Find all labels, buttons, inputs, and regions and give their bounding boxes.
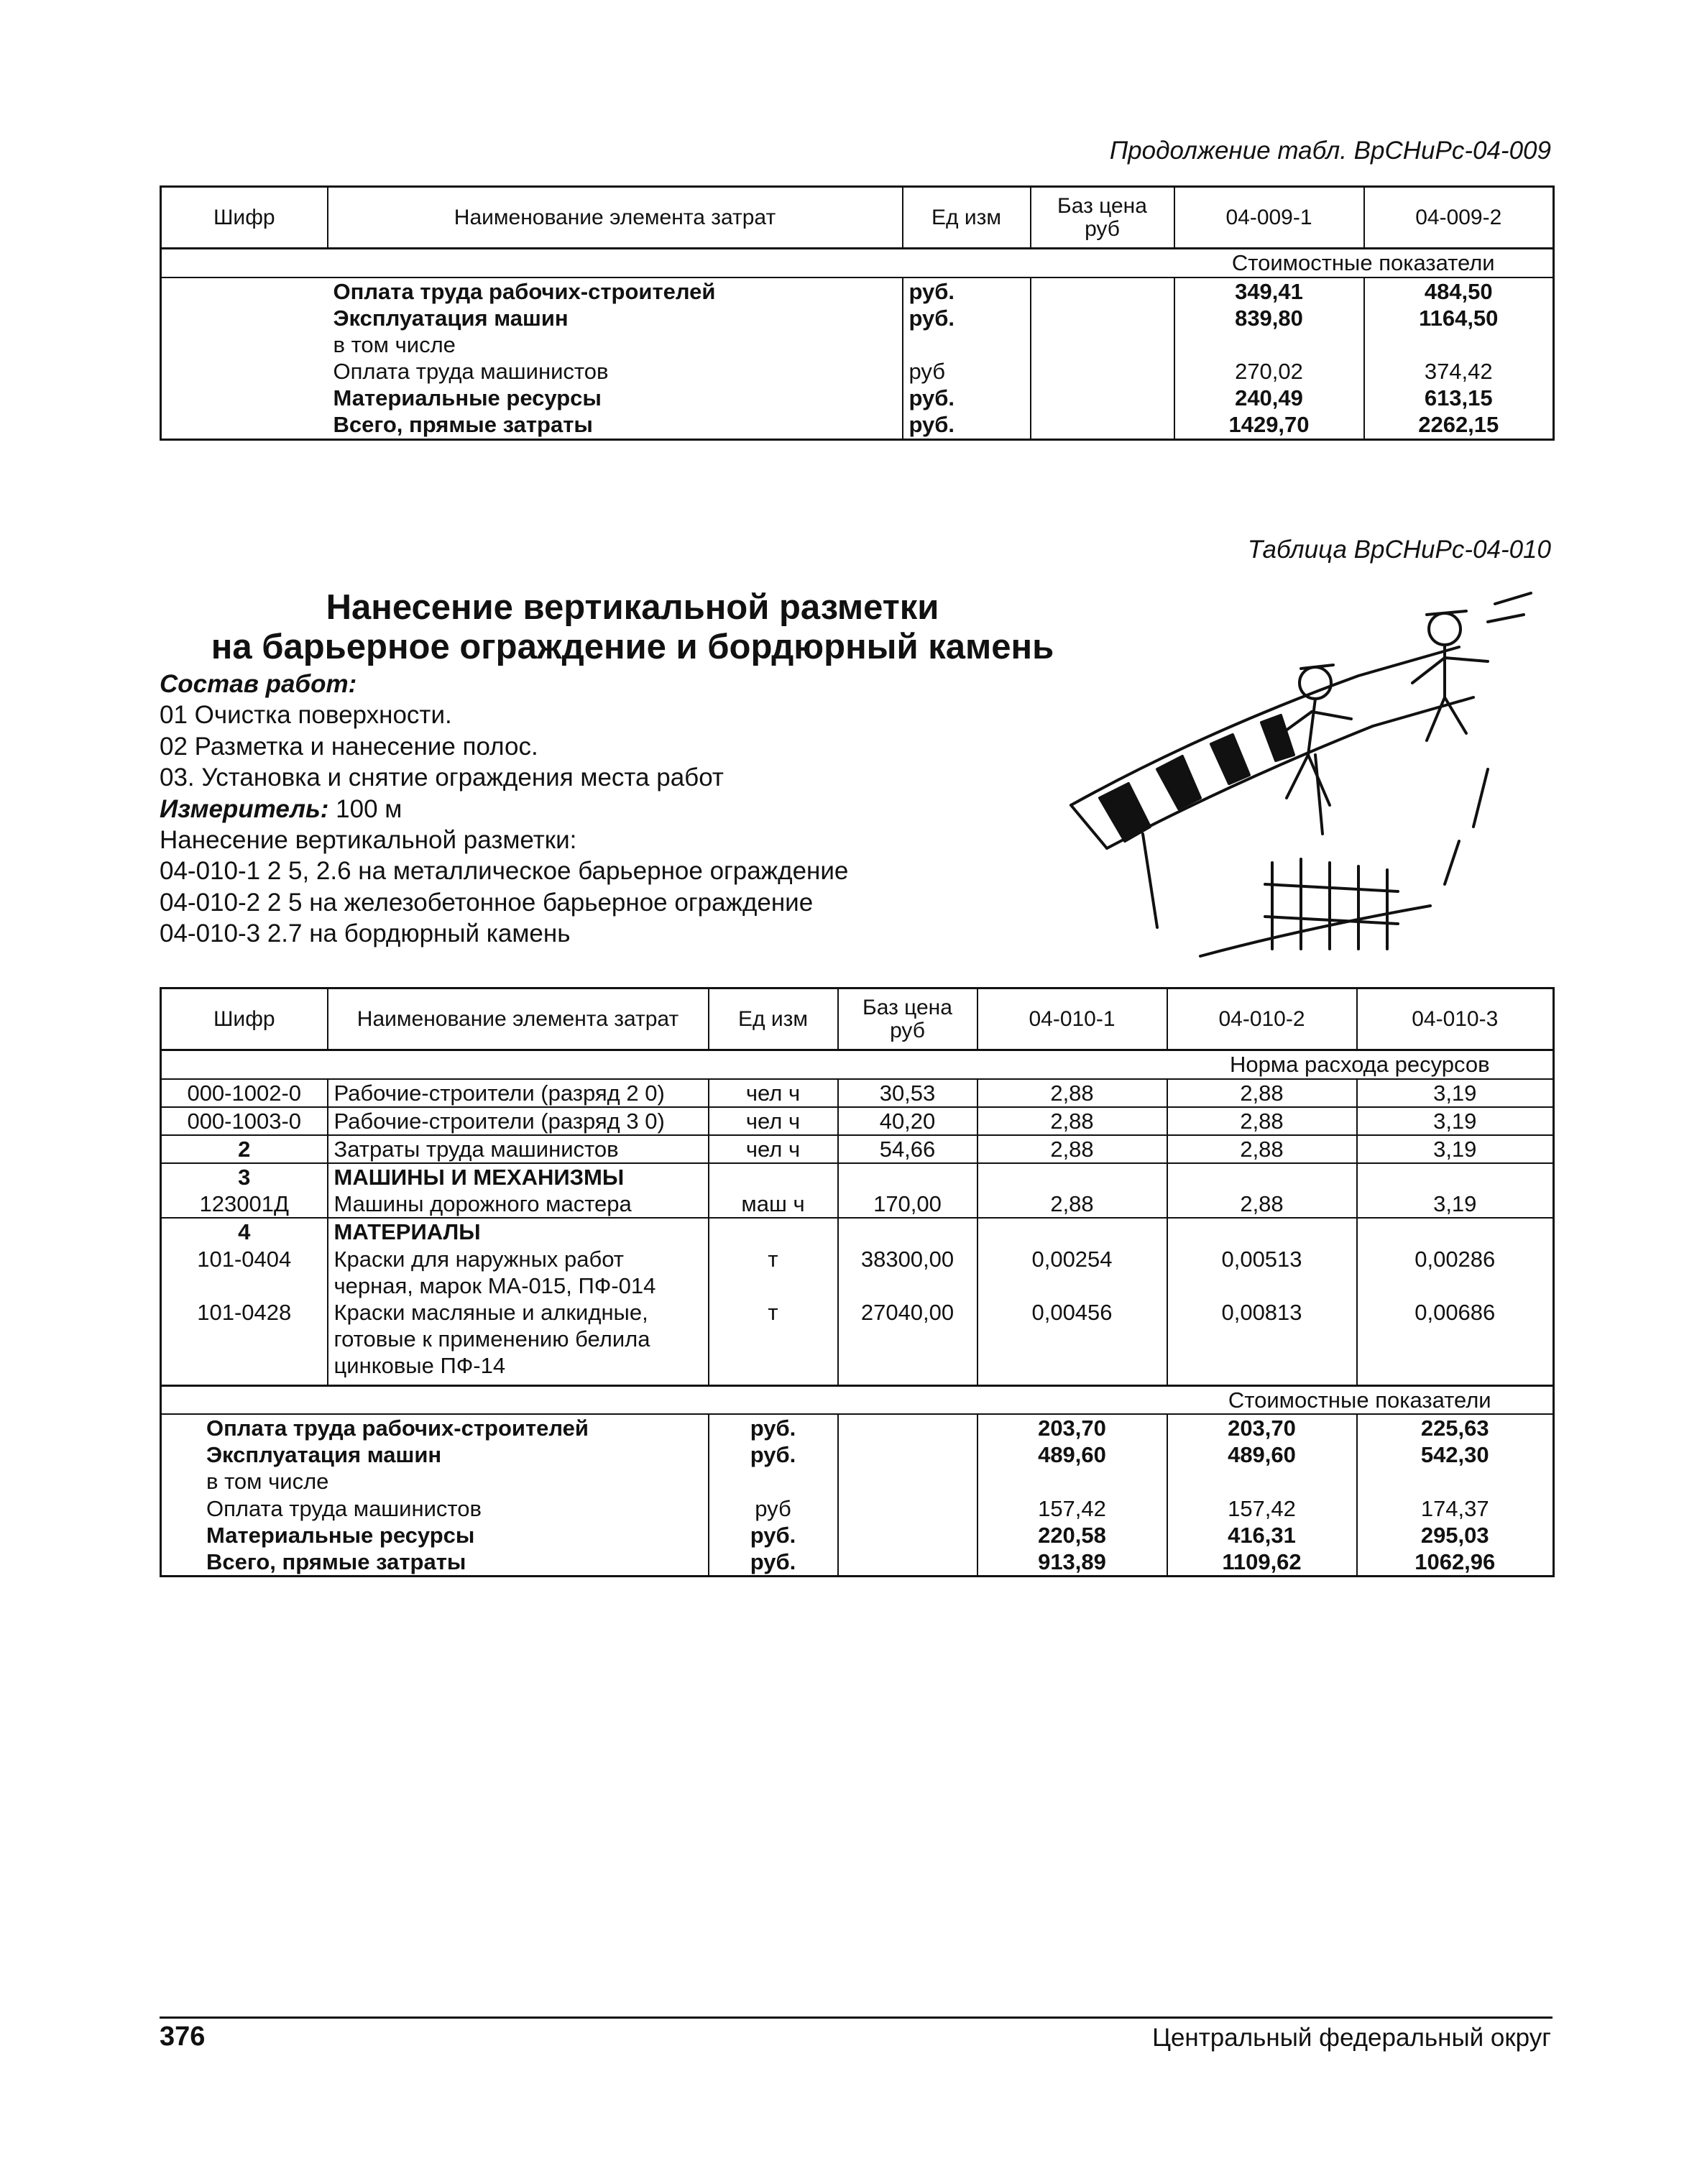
table-row	[161, 1522, 1554, 1548]
row-value-2: 2262,15	[1418, 412, 1499, 438]
row-value-1: 0,00456	[978, 1299, 1167, 1385]
table-row	[161, 277, 1554, 305]
table-row	[161, 358, 1554, 385]
row-unit: руб	[903, 358, 1031, 385]
row-value-1: 349,41	[1174, 277, 1364, 305]
row-unit: руб.	[709, 1441, 838, 1468]
row-name: Оплата труда рабочих-строителей	[328, 277, 903, 305]
table-row	[161, 1135, 1554, 1163]
header-col-2: 04-009-2	[1364, 187, 1554, 249]
code-item: 04-010-3 2.7 на бордюрный камень	[160, 919, 571, 948]
row-unit: маш ч	[709, 1190, 838, 1218]
road-marking-workers-illustration	[1057, 589, 1545, 963]
page-title	[165, 588, 1100, 668]
table-caption: Таблица ВрСНиРс-04-010	[1247, 536, 1551, 564]
row-value-2: 2,88	[1167, 1107, 1357, 1135]
row-value-2: 1164,50	[1419, 305, 1499, 331]
resource-table-04-010	[160, 987, 1555, 1577]
title-line-1: Нанесение вертикальной разметки	[326, 588, 939, 627]
row-value-2: 1109,62	[1167, 1548, 1357, 1577]
row-name: Оплата труда машинистов	[161, 1495, 709, 1522]
row-name: Машины дорожного мастера	[328, 1190, 709, 1218]
table-row	[161, 1548, 1554, 1577]
work-item: 02 Разметка и нанесение полос.	[160, 732, 538, 761]
row-price: 27040,00	[838, 1299, 978, 1385]
row-value-1: 2,88	[978, 1190, 1167, 1218]
row-code: 123001Д	[161, 1190, 328, 1218]
row-name: Краски масляные и алкидные, готовые к применению белила цинковые ПФ-14	[328, 1299, 709, 1385]
row-name: Рабочие-строители (разряд 3 0)	[328, 1107, 709, 1135]
row-value-3: 3,19	[1357, 1135, 1554, 1163]
row-code: 3	[161, 1163, 328, 1190]
row-value-3: 295,03	[1420, 1522, 1489, 1548]
row-unit: т	[709, 1299, 838, 1385]
row-code: 4	[161, 1218, 328, 1245]
table-row	[161, 1218, 1554, 1245]
row-unit: чел ч	[709, 1107, 838, 1135]
row-value-1: 2,88	[978, 1079, 1167, 1107]
work-item: 03. Установка и снятие ограждения места работ	[160, 763, 724, 792]
table-row	[161, 1163, 1554, 1190]
row-price: 38300,00	[838, 1246, 978, 1299]
row-value-1: 913,89	[978, 1548, 1167, 1577]
row-value-2: 2,88	[1167, 1079, 1357, 1107]
table-row	[161, 331, 1554, 358]
footer-region: Центральный федеральный округ	[1152, 2024, 1551, 2052]
row-name: Оплата труда машинистов	[328, 358, 903, 385]
code-item: 04-010-1 2 5, 2.6 на металлическое барьерное ограждение	[160, 857, 849, 886]
row-unit: руб.	[709, 1414, 838, 1441]
header-unit: Ед изм	[709, 988, 838, 1050]
row-value-1: 240,49	[1174, 385, 1364, 411]
row-unit: руб.	[903, 411, 1031, 439]
row-name: Затраты труда машинистов	[328, 1135, 709, 1163]
table-row	[161, 385, 1554, 411]
row-code: 000-1002-0	[161, 1079, 328, 1107]
row-unit: руб	[709, 1495, 838, 1522]
row-name: в том числе	[328, 331, 903, 358]
row-name: Материальные ресурсы	[328, 385, 903, 411]
row-value-2: 484,50	[1424, 278, 1493, 304]
table-row	[161, 1495, 1554, 1522]
row-code: 2	[161, 1135, 328, 1163]
row-value-2: 613,15	[1424, 385, 1493, 411]
row-value-1: 203,70	[978, 1414, 1167, 1441]
header-col-2: 04-010-2	[1167, 988, 1357, 1050]
row-unit: руб.	[903, 385, 1031, 411]
table-row	[161, 1441, 1554, 1468]
row-value-1: 270,02	[1174, 358, 1364, 385]
applies-label: Нанесение вертикальной разметки:	[160, 825, 577, 854]
row-value-3: 0,00686	[1414, 1300, 1496, 1325]
measure-line	[160, 794, 1058, 825]
footer-divider	[160, 2016, 1552, 2019]
row-value-2: 416,31	[1167, 1522, 1357, 1548]
header-unit: Ед изм	[903, 187, 1031, 249]
row-unit: руб.	[709, 1548, 838, 1577]
header-col-1: 04-009-1	[1174, 187, 1364, 249]
row-unit: т	[709, 1246, 838, 1299]
row-value-1: 489,60	[978, 1441, 1167, 1468]
row-unit: руб.	[903, 305, 1031, 331]
section-title: Стоимостные показатели	[1167, 1385, 1554, 1414]
row-name: Всего, прямые затраты	[161, 1548, 709, 1577]
table-row	[161, 1246, 1554, 1299]
row-value-1: 839,80	[1174, 305, 1364, 331]
row-name: Рабочие-строители (разряд 2 0)	[328, 1079, 709, 1107]
header-code: Шифр	[161, 187, 328, 249]
row-value-2: 203,70	[1167, 1414, 1357, 1441]
row-name: МАТЕРИАЛЫ	[328, 1218, 709, 1245]
table-row	[161, 1468, 1554, 1495]
row-price: 30,53	[838, 1079, 978, 1107]
row-value-2: 489,60	[1167, 1441, 1357, 1468]
row-name: Эксплуатация машин	[328, 305, 903, 331]
header-col-1: 04-010-1	[978, 988, 1167, 1050]
row-value-3: 225,63	[1420, 1416, 1489, 1441]
table-row	[161, 1079, 1554, 1107]
table-row	[161, 411, 1554, 439]
row-value-1: 220,58	[978, 1522, 1167, 1548]
row-price: 54,66	[838, 1135, 978, 1163]
table-row	[161, 1107, 1554, 1135]
row-name: Эксплуатация машин	[161, 1441, 709, 1468]
table-header-row	[161, 187, 1554, 249]
row-value-1: 2,88	[978, 1107, 1167, 1135]
title-line-2: на барьерное ограждение и бордюрный камень	[211, 628, 1054, 667]
table-caption-continuation: Продолжение табл. ВрСНиРс-04-009	[1109, 137, 1551, 165]
row-name: Краски для наружных работ черная, марок МА-015, ПФ-014	[328, 1246, 709, 1299]
row-unit: чел ч	[709, 1079, 838, 1107]
table-row	[161, 1190, 1554, 1218]
header-name: Наименование элемента затрат	[328, 988, 709, 1050]
section-row	[161, 1050, 1554, 1079]
row-value-3: 3,19	[1357, 1079, 1554, 1107]
table-row	[161, 305, 1554, 331]
row-value-1: 0,00254	[978, 1246, 1167, 1299]
cost-table-04-009	[160, 185, 1555, 441]
row-code: 101-0404	[161, 1246, 328, 1299]
row-value-2: 2,88	[1167, 1190, 1357, 1218]
row-value-3: 542,30	[1420, 1442, 1489, 1468]
table-row	[161, 1414, 1554, 1441]
section-row	[161, 1385, 1554, 1414]
row-name: в том числе	[161, 1468, 709, 1495]
header-price: Баз цена руб	[838, 988, 978, 1050]
section-row	[161, 249, 1554, 277]
work-item: 01 Очистка поверхности.	[160, 701, 452, 730]
table-header-row	[161, 988, 1554, 1050]
measure-value: 100 м	[328, 794, 402, 823]
work-composition-label: Состав работ:	[160, 670, 357, 698]
page-number: 376	[160, 2022, 206, 2052]
row-name: Материальные ресурсы	[161, 1522, 709, 1548]
row-price: 170,00	[838, 1190, 978, 1218]
row-value-2: 0,00513	[1167, 1246, 1357, 1299]
section-title: Стоимостные показатели	[1174, 249, 1554, 277]
header-name: Наименование элемента затрат	[328, 187, 903, 249]
row-value-3: 1062,96	[1414, 1548, 1496, 1574]
row-name: Оплата труда рабочих-строителей	[161, 1414, 709, 1441]
row-price: 40,20	[838, 1107, 978, 1135]
header-col-3: 04-010-3	[1357, 988, 1554, 1050]
header-price: Баз цена руб	[1031, 187, 1174, 249]
row-unit: чел ч	[709, 1135, 838, 1163]
row-unit: руб.	[709, 1522, 838, 1548]
row-name: Всего, прямые затраты	[328, 411, 903, 439]
row-value-2: 157,42	[1167, 1495, 1357, 1522]
row-value-2: 374,42	[1424, 359, 1493, 385]
row-value-3: 3,19	[1357, 1190, 1554, 1218]
row-code: 101-0428	[161, 1299, 328, 1385]
row-value-1: 157,42	[978, 1495, 1167, 1522]
row-unit: руб.	[903, 277, 1031, 305]
row-value-3: 0,00286	[1414, 1246, 1496, 1272]
row-value-1: 2,88	[978, 1135, 1167, 1163]
row-code: 000-1003-0	[161, 1107, 328, 1135]
code-item: 04-010-2 2 5 на железобетонное барьерное ограждение	[160, 888, 814, 917]
table-row	[161, 1299, 1554, 1385]
work-description	[160, 669, 1058, 950]
section-title: Норма расхода ресурсов	[1167, 1050, 1554, 1079]
row-value-2: 0,00813	[1167, 1299, 1357, 1385]
measure-label: Измеритель:	[160, 794, 329, 823]
row-value-3: 3,19	[1357, 1107, 1554, 1135]
row-name: МАШИНЫ И МЕХАНИЗМЫ	[328, 1163, 709, 1190]
row-value-3: 174,37	[1420, 1495, 1489, 1521]
header-code: Шифр	[161, 988, 328, 1050]
row-value-1: 1429,70	[1174, 411, 1364, 439]
row-value-2: 2,88	[1167, 1135, 1357, 1163]
